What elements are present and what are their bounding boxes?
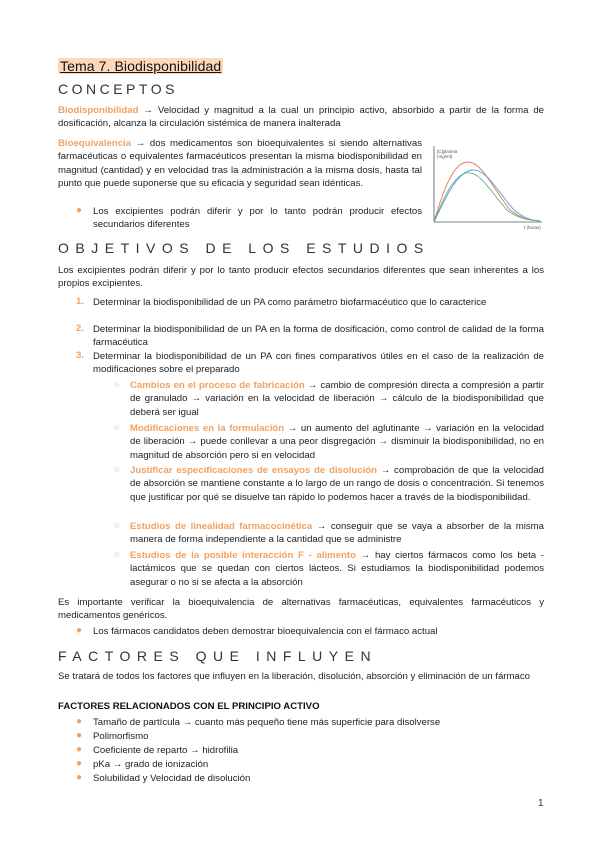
list-item: Coeficiente de reparto → hidrofilia [93,745,239,756]
list-item: Polimorfismo [93,731,149,742]
list-item: Determinar la biodisponibilidad de un PA en la forma de dosificación, como control de calidad de la forma farmacéutica [93,324,544,349]
section-heading-objetivos: OBJETIVOS DE LOS ESTUDIOS [58,240,430,256]
bullet-dot: ● [76,716,83,727]
plasma-concentration-graph [424,140,548,232]
list-number: 2. [76,323,85,334]
sub-term: Estudios de la posible interacción F - alimento [130,550,356,561]
sub-list-item [130,520,544,547]
list-item: Tamaño de partícula → cuanto más pequeño tiene más superficie para disolverse [93,717,441,728]
list-item: Determinar la biodisponibilidad de un PA como parámetro biofarmacéutico que lo caracterice [93,297,487,308]
sub-list-item [130,379,544,419]
list-item: pKa → grado de ionización [93,759,209,770]
definition-bioequivalencia [58,137,422,190]
definition-text: → dos medicamentos son bioequivalentes si siendo alternativas farmacéuticas o equivalentes farmacéuticos presentan la misma biodisponibilidad en magnitud (cantidad) y en velocidad tras la administración a la misma dosis, hasta tal punto que puede suponerse que su eficacia y seguridad sean idénticas. [58,138,422,189]
sub-text: → cambio de compresión directa a compresión a partir de granulado → variación en la velocidad de liberación → cálculo de la biodisponibilidad que deberá ser igual [130,380,544,418]
bullet-dot: ● [76,758,83,769]
factores-subheading: FACTORES RELACIONADOS CON EL PRINCIPIO ACTIVO [58,701,320,712]
page-title-wrap [58,58,223,76]
list-item: Solubilidad y Velocidad de disolución [93,773,251,784]
objetivos-closing: Es importante verificar la bioequivalencia de alternativas farmacéuticas, equivalentes farmacéuticos y medicamentos genéricos. [58,597,544,622]
factores-intro: Se tratará de todos los factores que influyen en la liberación, disolución, absorción y eliminación de un fármaco [58,671,530,682]
sub-text: → un aumento del aglutinante → variación en la velocidad de liberación → puede conllevar a una peor disgregación → disminuir la biodisponibilidad, no en magnitud de absorción pero si en velocidad [130,423,544,461]
bullet-circle: ○ [114,379,120,389]
sub-term: Estudios de linealidad farmacocinética [130,521,313,532]
page-title: Tema 7. Biodisponibilidad [60,58,222,74]
sub-term: Modificaciones en la formulación [130,423,285,434]
bullet-circle: ○ [114,520,120,530]
sub-term: Cambios en el proceso de fabricación [130,380,305,391]
objetivos-intro: Los excipientes podrán diferir y por lo tanto producir efectos secundarios diferentes que sean inherentes a los propios excipientes. [58,265,544,290]
section-heading-conceptos: CONCEPTOS [58,81,178,97]
y-axis-label: [C]plasma [437,149,458,154]
bullet-dot: ● [76,730,83,741]
bullet-dot: ● [76,205,83,216]
section-heading-factores: FACTORES QUE INFLUYEN [58,648,378,664]
bullet-circle: ○ [114,549,120,559]
sub-text: → comprobación de que la velocidad de absorción se mantiene constante a lo largo de un rango de dosis o concentración. Si tenemos que justificar por qué se disuelve tan rápido lo podemos hacer a través de la biodisponibilidad. [130,465,544,503]
page-number: 1 [538,798,544,809]
sub-text: → conseguir que se vaya a absorber de la misma manera de forma independiente a la cantidad que se administre [130,521,544,546]
list-number: 3. [76,350,85,361]
y-axis-label-unit: (mg/ml) [437,154,453,159]
x-axis-label: t (horas) [524,225,541,230]
term-bioequivalencia: Bioequivalencia [58,138,132,149]
list-item: Los fármacos candidatos deben demostrar bioequivalencia con el fármaco actual [93,626,438,637]
bullet-dot: ● [76,772,83,783]
definition-text: → Velocidad y magnitud a la cual un principio activo, absorbido a partir de la forma de dosificación, alcanza la circulación sistémica de manera inalterada [58,105,544,130]
sub-list-item [130,549,544,589]
bullet-circle: ○ [114,422,120,432]
list-number: 1. [76,296,85,307]
curve-red [434,162,540,222]
sub-list-item [130,464,544,504]
definition-biodisponibilidad [58,104,544,131]
sub-text: → hay ciertos fármacos como los beta - lactámicos que se quedan con ciertos lácteos. Si estudiamos la biodisponibilidad podemos asegurar o no si se afecta a la absorción [130,550,544,588]
list-item: Determinar la biodisponibilidad de un PA con fines comparativos útiles en el caso de la realización de modificaciones sobre el preparado [93,351,544,376]
curve-green [434,173,540,222]
sub-list-item [130,422,544,462]
list-item: Los excipientes podrán diferir y por lo tanto podrán producir efectos secundarios diferentes [93,206,422,231]
term-biodisponibilidad: Biodisponibilidad [58,105,139,116]
bullet-dot: ● [76,625,83,636]
bullet-dot: ● [76,744,83,755]
bullet-circle: ○ [114,464,120,474]
sub-term: Justificar especificaciones de ensayos de disolución [130,465,377,476]
